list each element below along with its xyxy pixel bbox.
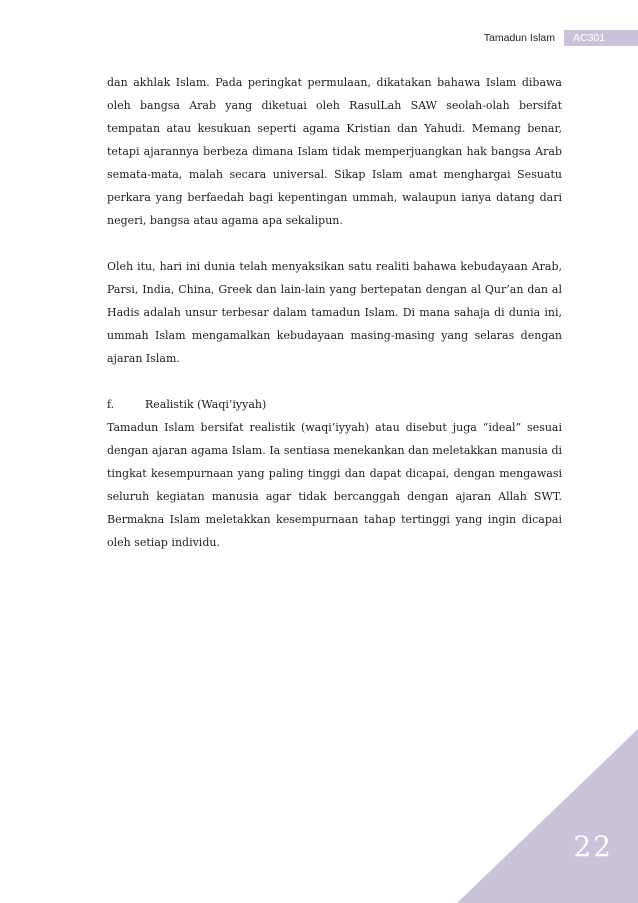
paragraph-1: dan akhlak Islam. Pada peringkat permulaan, dikatakan bahawa Islam dibawa oleh bangsa Arab yang diketuai oleh RasulLah SAW seolah-olah bersifat tempatan atau kesukuan seperti agama Kristian dan Yahudi. Memang benar, tetapi ajarannya berbeza dimana Islam tidak memperjuangkan hak bangsa Arab semata-mata, malah secara universal. Sikap Islam amat menghargai Sesuatu perkara yang berfaedah bagi kepentingan ummah, walaupun ianya datang dari negeri, bangsa atau agama apa sekalipun. (107, 76, 562, 227)
section-heading (107, 393, 562, 416)
section-heading-letter: f. (107, 398, 115, 411)
paragraph-spacer (107, 370, 562, 393)
page-body (107, 71, 562, 554)
paragraph-2: Oleh itu, hari ini dunia telah menyaksikan satu realiti bahawa kebudayaan Arab, Parsi, India, China, Greek dan lain-lain yang bertepatan dengan al Qur’an dan al Hadis adalah unsur terbesar dalam tamadun Islam. Di mana sahaja di dunia ini, ummah Islam mengamalkan kebudayaan masing-masing yang selaras dengan ajaran Islam. (107, 260, 562, 365)
page-number: 22 (573, 830, 613, 863)
paragraph-3: Tamadun Islam bersifat realistik (waqi’iyyah) atau disebut juga “ideal” sesuai dengan ajaran agama Islam. Ia sentiasa menekankan dan meletakkan manusia di tingkat kesempurnaan yang paling tinggi dan dapat dicapai, dengan mengawasi seluruh kegiatan manusia agar tidak bercanggah dengan ajaran Allah SWT. Bermakna Islam meletakkan kesempurnaan tahap tertinggi yang ingin dicapai oleh setiap individu. (107, 421, 562, 549)
page-header (484, 30, 638, 46)
paragraph-spacer (107, 232, 562, 255)
corner-decoration (457, 729, 638, 903)
section-heading-text: Realistik (Waqi’iyyah) (145, 398, 267, 411)
header-course-code: AC301 (564, 30, 638, 46)
header-title: Tamadun Islam (483, 32, 555, 44)
